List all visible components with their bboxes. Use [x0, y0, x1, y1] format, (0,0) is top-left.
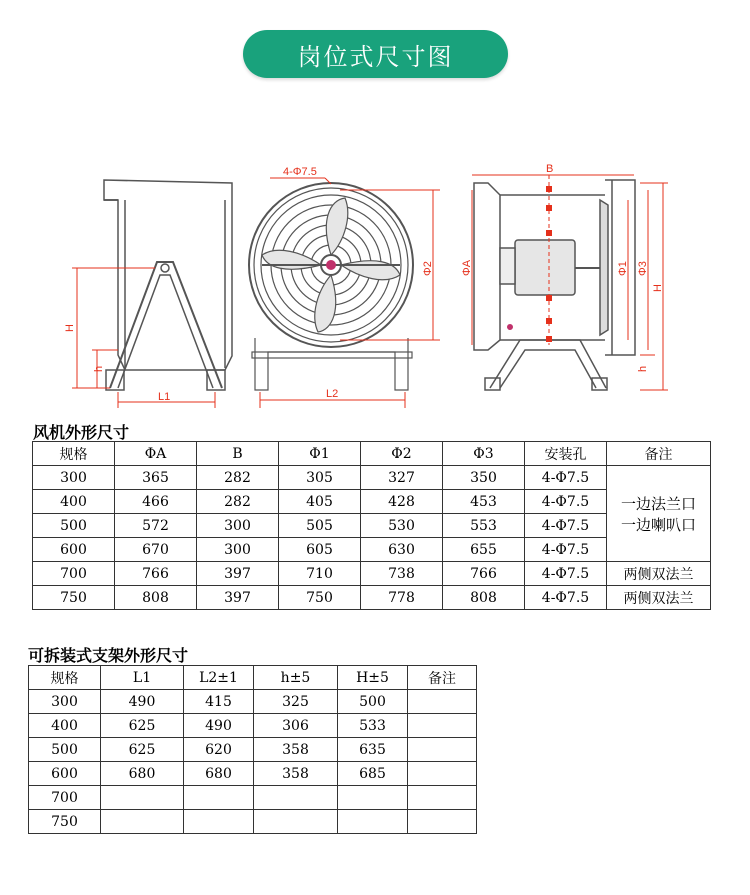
table-cell: 505 — [279, 514, 361, 538]
table-cell: 358 — [254, 762, 338, 786]
side-l1-label: L1 — [158, 391, 171, 403]
table-cell: 300 — [197, 514, 279, 538]
table-cell: 490 — [184, 714, 254, 738]
table-cell — [408, 714, 477, 738]
table-cell: 306 — [254, 714, 338, 738]
table-cell: 4-Φ7.5 — [525, 514, 607, 538]
table-cell: 685 — [338, 762, 408, 786]
table-cell: 750 — [29, 810, 101, 834]
section-phi1-label: Φ1 — [617, 261, 629, 276]
column-header: 备注 — [408, 666, 477, 690]
front-phi2-label: Φ2 — [422, 261, 434, 276]
table-cell: 两侧双法兰 — [607, 562, 711, 586]
table-cell: 4-Φ7.5 — [525, 466, 607, 490]
table-cell: 490 — [101, 690, 184, 714]
table-cell: 500 — [33, 514, 115, 538]
table-cell — [408, 786, 477, 810]
table-cell — [338, 810, 408, 834]
table-cell — [408, 810, 477, 834]
column-header: Φ3 — [443, 442, 525, 466]
table-cell — [408, 762, 477, 786]
column-header: ΦA — [115, 442, 197, 466]
section-small-h-label: h — [637, 365, 649, 372]
table-cell: 710 — [279, 562, 361, 586]
table-row — [33, 562, 711, 586]
table-cell — [184, 786, 254, 810]
side-view — [104, 180, 232, 390]
table-header-row — [29, 666, 477, 690]
table-cell: 300 — [29, 690, 101, 714]
table-cell: 700 — [33, 562, 115, 586]
column-header: 规格 — [29, 666, 101, 690]
table-cell: 680 — [101, 762, 184, 786]
table-row — [29, 690, 477, 714]
table-cell: 600 — [33, 538, 115, 562]
table-cell: 350 — [443, 466, 525, 490]
column-header: L2±1 — [184, 666, 254, 690]
table-row — [29, 714, 477, 738]
fan-dimensions-title: 风机外形尺寸 — [33, 423, 130, 442]
table-row — [29, 786, 477, 810]
table-cell: 327 — [361, 466, 443, 490]
table-cell: 305 — [279, 466, 361, 490]
table-cell: 680 — [184, 762, 254, 786]
table-cell: 808 — [115, 586, 197, 610]
table-cell: 428 — [361, 490, 443, 514]
table-cell: 325 — [254, 690, 338, 714]
table-cell — [338, 786, 408, 810]
table-cell: 605 — [279, 538, 361, 562]
table-cell: 670 — [115, 538, 197, 562]
table-cell: 625 — [101, 738, 184, 762]
table-cell: 500 — [29, 738, 101, 762]
column-header: h±5 — [254, 666, 338, 690]
table-cell: 两侧双法兰 — [607, 586, 711, 610]
table-header-row — [33, 442, 711, 466]
fan-dimensions-table — [32, 441, 711, 610]
table-cell — [254, 810, 338, 834]
table-cell — [101, 810, 184, 834]
section-view — [474, 180, 635, 390]
table-cell: 750 — [279, 586, 361, 610]
table-cell: 655 — [443, 538, 525, 562]
table-cell: 405 — [279, 490, 361, 514]
table-row — [29, 810, 477, 834]
table-cell: 4-Φ7.5 — [525, 586, 607, 610]
table-cell: 750 — [33, 586, 115, 610]
table-cell: 466 — [115, 490, 197, 514]
table-cell: 620 — [184, 738, 254, 762]
table-cell: 553 — [443, 514, 525, 538]
table-row — [29, 738, 477, 762]
side-h-label: H — [64, 324, 76, 332]
column-header: H±5 — [338, 666, 408, 690]
page-title: 岗位式尺寸图 — [297, 42, 454, 71]
table-cell: 300 — [197, 538, 279, 562]
table-row — [33, 586, 711, 610]
table-cell: 400 — [29, 714, 101, 738]
column-header: B — [197, 442, 279, 466]
table-cell: 600 — [29, 762, 101, 786]
table-cell: 635 — [338, 738, 408, 762]
section-b-label: B — [546, 163, 554, 175]
stand-dimensions-table — [28, 665, 477, 834]
table-cell — [254, 786, 338, 810]
table-row — [29, 762, 477, 786]
section-phia-label: ΦA — [461, 259, 473, 276]
front-hub-dot — [326, 260, 336, 270]
front-view — [249, 183, 413, 390]
page-title-banner — [243, 30, 508, 78]
column-header: Φ1 — [279, 442, 361, 466]
table-cell — [101, 786, 184, 810]
table-cell: 808 — [443, 586, 525, 610]
table-cell: 300 — [33, 466, 115, 490]
table-cell: 630 — [361, 538, 443, 562]
column-header: L1 — [101, 666, 184, 690]
table-row — [33, 466, 711, 490]
table-cell: 625 — [101, 714, 184, 738]
table-cell: 530 — [361, 514, 443, 538]
table-cell: 282 — [197, 466, 279, 490]
front-l2-label: L2 — [326, 388, 339, 400]
column-header: 规格 — [33, 442, 115, 466]
table-cell: 500 — [338, 690, 408, 714]
table-cell: 453 — [443, 490, 525, 514]
table-cell: 282 — [197, 490, 279, 514]
note-line: 一边喇叭口 — [620, 515, 696, 534]
table-cell: 572 — [115, 514, 197, 538]
table-cell: 4-Φ7.5 — [525, 490, 607, 514]
stand-dimensions-title: 可拆装式支架外形尺寸 — [28, 646, 189, 665]
table-cell: 397 — [197, 586, 279, 610]
table-cell: 738 — [361, 562, 443, 586]
table-cell: 778 — [361, 586, 443, 610]
table-cell: 358 — [254, 738, 338, 762]
table-cell — [184, 810, 254, 834]
note-line: 一边法兰口 — [620, 494, 696, 513]
table-cell: 397 — [197, 562, 279, 586]
table-cell: 400 — [33, 490, 115, 514]
table-cell — [408, 738, 477, 762]
fan-dimension-drawing — [0, 150, 750, 412]
merged-note-cell — [607, 466, 711, 562]
table-cell: 4-Φ7.5 — [525, 538, 607, 562]
column-header: Φ2 — [361, 442, 443, 466]
table-cell: 700 — [29, 786, 101, 810]
front-view-dimensions — [260, 178, 440, 408]
side-small-h-label: h — [93, 365, 105, 372]
section-phi3-label: Φ3 — [637, 261, 649, 276]
column-header: 安装孔 — [525, 442, 607, 466]
table-cell: 4-Φ7.5 — [525, 562, 607, 586]
table-cell: 415 — [184, 690, 254, 714]
table-cell — [408, 690, 477, 714]
section-h-label: H — [652, 284, 664, 292]
table-cell: 766 — [115, 562, 197, 586]
table-cell: 533 — [338, 714, 408, 738]
table-cell: 766 — [443, 562, 525, 586]
front-holes-label: 4-Φ7.5 — [283, 166, 317, 178]
column-header: 备注 — [607, 442, 711, 466]
table-cell: 365 — [115, 466, 197, 490]
